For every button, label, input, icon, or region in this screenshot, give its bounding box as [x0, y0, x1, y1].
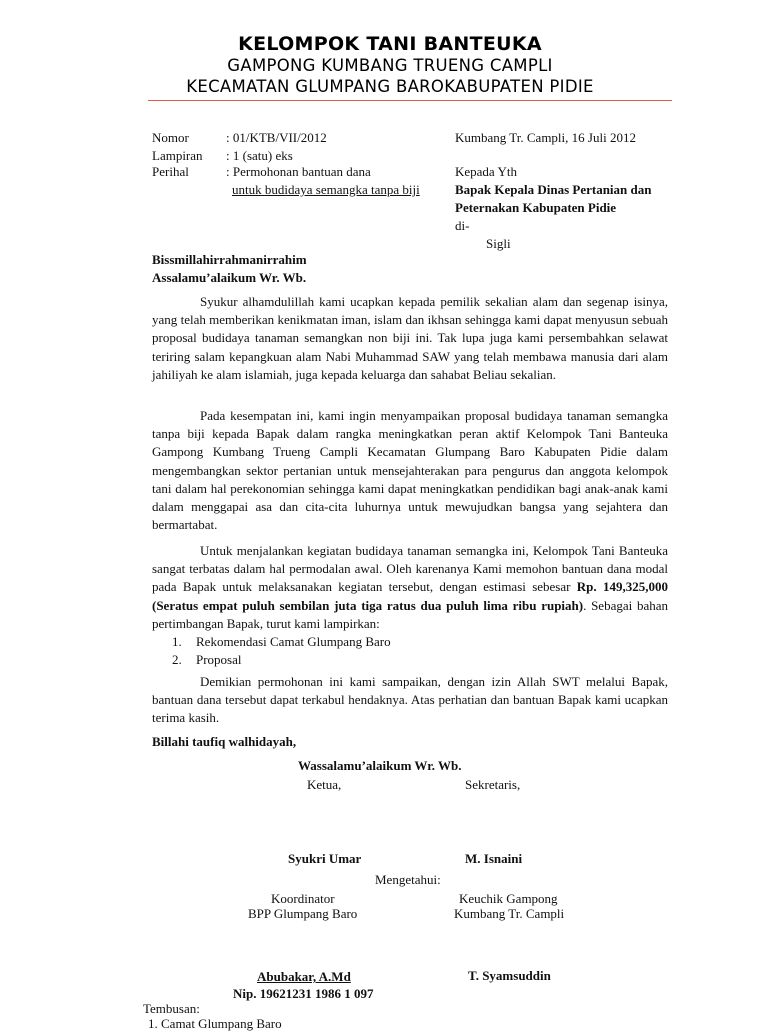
recipient-line-1: Bapak Kepala Dinas Pertanian dan — [455, 182, 652, 197]
koordinator-nip: Nip. 19621231 1986 1 097 — [233, 986, 374, 1001]
lampiran-value: : 1 (satu) eks — [226, 148, 293, 163]
salam-closing: Wassalamu’alaikum Wr. Wb. — [298, 758, 462, 773]
koordinator-name: Abubakar, A.Md — [257, 969, 351, 984]
perihal-label: Perihal — [152, 164, 189, 179]
billahi-closing: Billahi taufiq walhidayah, — [152, 734, 297, 749]
village-name: GAMPONG KUMBANG TRUENG CAMPLI — [227, 56, 553, 75]
place-date: Kumbang Tr. Campli, 16 Juli 2012 — [455, 130, 636, 145]
basmalah: Bissmillahirrahmanirrahim — [152, 252, 307, 267]
org-name: KELOMPOK TANI BANTEUKA — [238, 33, 542, 55]
recipient-city: Sigli — [486, 236, 511, 251]
keuchik-title: Keuchik Gampong — [459, 891, 558, 906]
body-paragraph-1: Syukur alhamdulillah kami ucapkan kepada pemilik sekalian alam dan segenap isinya, yang telah memberikan kenikmatan iman, islam dan ikhsan sehingga kami dapat menyusun sebuah proposal budidaya tanaman semangkan non biji ini. Tak lupa juga kami persembahkan selawat teriring salam kepangkuan alam Nabi Muhammad SAW yang telah membawa manusia dari alam jahiliyah ke alam islamiah, juga kepada keluarga dan sahabat Beliau sekalian. — [152, 294, 668, 382]
mengetahui-label: Mengetahui: — [375, 872, 441, 887]
nomor-label: Nomor — [152, 130, 189, 145]
ketua-name: Syukri Umar — [288, 851, 362, 866]
recipient-line-2: Peternakan Kabupaten Pidie — [455, 200, 617, 215]
salam-opening: Assalamu’alaikum Wr. Wb. — [152, 270, 307, 285]
requested-amount: Rp. 149,325,000 (Seratus empat puluh sembilan juta tiga ratus dua puluh lima ribu rupiah) — [152, 579, 668, 613]
recipient-kepada: Kepada Yth — [455, 164, 517, 179]
tembusan-item: 1. Camat Glumpang Baro — [148, 1016, 282, 1031]
body-paragraph-4: Demikian permohonan ini kami sampaikan, dengan izin Allah SWT melalui Bapak, bantuan dana tersebut dapat terkabul hendaknya. Atas perhatian dan bantuan Bapak kami ucapkan terima kasih. — [152, 674, 668, 726]
body-paragraph-2: Pada kesempatan ini, kami ingin menyampaikan proposal budidaya tanaman semangka tanpa biji kepada Bapak dalam rangka meningkatkan peran aktif Kelompok Tani Banteuka Gampong Kumbang Trueng Campli Kecamatan Glumpang Baro Kabupaten Pidie dalam mengembangkan sektor pertanian untuk mensejahterakan para pengurus dan anggota kelompok tani dalam hal perekonomian sehingga kami dapat meningkatkan pendidikan bagi anak-anak kami dalam menggapai asa dan cita-cita luhurnya untuk mewujudkan bangsa yang sejahtera dan bermartabat. — [152, 408, 668, 533]
attachment-item: 1. Rekomendasi Camat Glumpang Baro — [172, 634, 391, 649]
sekretaris-title: Sekretaris, — [465, 777, 521, 792]
keuchik-name: T. Syamsuddin — [468, 968, 551, 983]
recipient-di: di- — [455, 218, 470, 233]
koordinator-title: Koordinator — [271, 891, 335, 906]
attachment-item: 2. Proposal — [172, 652, 242, 667]
ketua-title: Ketua, — [307, 777, 342, 792]
body-paragraph-3: Untuk menjalankan kegiatan budidaya tanaman semangka ini, Kelompok Tani Banteuka sangat terbatas dalam hal permodalan awal. Oleh karenanya Kami memohon bantuan dana modal pada Bapak untuk melaksanakan kegiatan tersebut, dengan estimasi sebesar Rp. 149,325,000 (Seratus empat puluh sembilan juta tiga ratus dua puluh lima ribu rupiah). Sebagai bahan pertimbangan Bapak, turut kami lampirkan: — [152, 543, 668, 631]
perihal-value-continued: untuk budidaya semangka tanpa biji — [232, 182, 420, 197]
lampiran-label: Lampiran — [152, 148, 203, 163]
tembusan-label: Tembusan: — [143, 1001, 200, 1016]
sekretaris-name: M. Isnaini — [465, 851, 523, 866]
koordinator-unit: BPP Glumpang Baro — [248, 906, 358, 921]
letterhead-divider — [148, 100, 672, 101]
district-name: KECAMATAN GLUMPANG BAROKABUPATEN PIDIE — [186, 77, 594, 96]
perihal-value: : Permohonan bantuan dana — [226, 164, 371, 179]
keuchik-village: Kumbang Tr. Campli — [454, 906, 565, 921]
nomor-value: : 01/KTB/VII/2012 — [226, 130, 327, 145]
